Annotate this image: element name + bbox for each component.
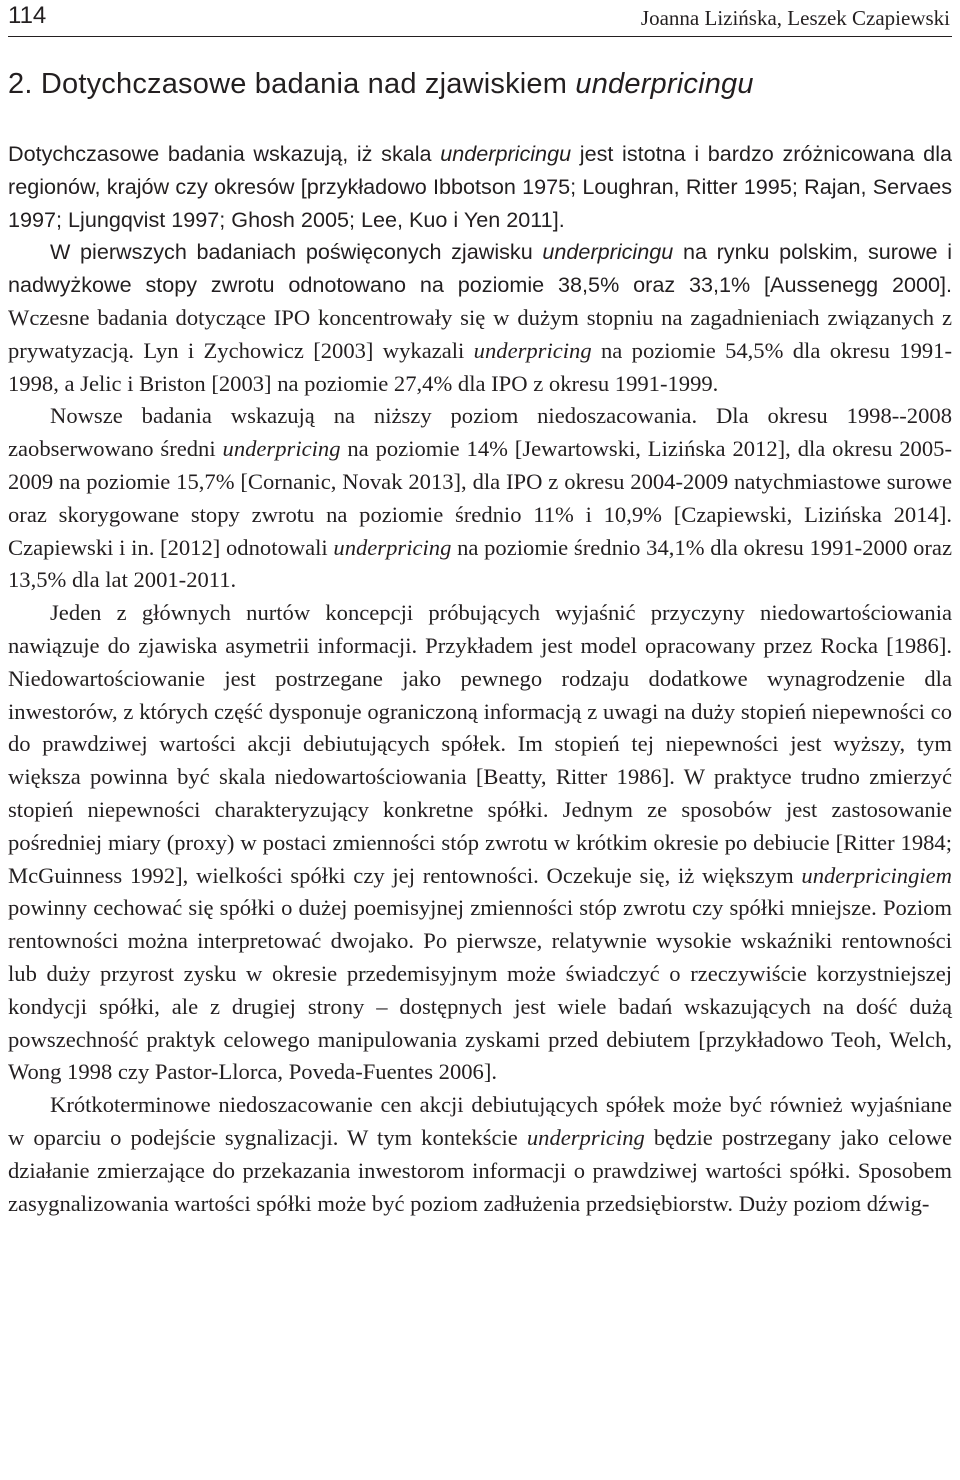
p4-italic-term: underpricingiem — [801, 862, 952, 888]
p2-text-c: na rynku polskim, surowe i nadwyżkowe stopy zwrotu odnotowano na poziomie 38,5% oraz 33,1% [Aussenegg 2000]. — [8, 239, 953, 298]
section-title-text: Dotychczasowe badania nad zjawiskiem — [40, 68, 568, 100]
running-header — [8, 0, 952, 37]
p3-text-e: na poziomie średnio 34,1% dla okresu 1991-2000 oraz 13,5% dla lat 2001-2011. — [8, 534, 952, 593]
p1-text-c: jest istotna i bardzo zróżnicowana dla regionów, krajów czy okresów [przykładowo Ibbotson 1975; Loughran, Ritter 1995; Rajan, Servaes 1997; Ljungqvist 1997; Ghosh 2005; Lee, Kuo i Yen 2011]. — [8, 141, 952, 232]
p3-italic-term-2: underpricing — [333, 534, 452, 560]
p2-text-f: na poziomie 54,5% dla okresu 1991-1998, a Jelic i Briston [2003] na poziomie 27,4% dla IPO z okresu 1991-1999. — [8, 337, 952, 396]
p3-text-a: Nowsze badania wskazują na niższy poziom niedoszacowania. Dla okresu 1998--2008 zaobserwowano średni — [8, 403, 952, 462]
p4-text-a: Jeden z głównych nurtów koncepcji próbujących wyjaśnić przyczyny niedowartościowania nawiązuje do zjawiska asymetrii informacji. Przykładem jest model opracowany przez Rocka [1986]. Niedowartościowanie jest postrzegane jako pewnego rodzaju dodatkowe wynagrodzenie dla inwestorów, z których część dysponuje ograniczoną informacją z uwagi na duży stopień niepewności co do prawdziwej wartości akcji debiutujących spółek. Im stopień tej niepewności jest wyższy, tym większa powinna być skala niedowartościowania [Beatty, Ritter 1986]. W praktyce trudno zmierzyć stopień niepewności charakteryzujący konkretne spółki. Jednym ze sposobów jest zastosowanie pośredniej miary (proxy) w postaci zmienności stóp zwrotu w krótkim okresie po debiucie [Ritter 1984; McGuinness 1992], wielkości spółki czy jej rentowności. Oczekuje się, iż większym — [8, 600, 952, 888]
p2-italic-term: underpricingu — [542, 239, 674, 265]
paragraph-1 — [8, 138, 952, 236]
p1-text-a: Dotychczasowe badania wskazują, iż skala — [8, 141, 432, 166]
p2-italic-term-2: underpricing — [473, 337, 592, 363]
p5-text-a: Krótkoterminowe niedoszacowanie cen akcji debiutujących spółek może być również wyjaśniane w oparciu o podejście sygnalizacji. W tym kontekście — [8, 1092, 952, 1150]
running-head-authors: Joanna Lizińska, Leszek Czapiewski — [640, 6, 950, 30]
paragraph-4 — [8, 597, 952, 1089]
paragraph-2 — [8, 236, 952, 400]
body-text — [8, 138, 952, 1220]
p2-text-d: Wczesne badania dotyczące IPO koncentrowały się w dużym stopniu na zagadnieniach związanych z prywatyzacją. Lyn i Zychowicz [2003] wykazali — [8, 304, 952, 363]
p3-text-c: na poziomie 14% [Jewartowski, Lizińska 2012], dla okresu 2005-2009 na poziomie 15,7% [Cornanic, Novak 2013], dla IPO z okresu 2004-2009 natychmiastowe surowe oraz skorygowane stopy zwrotu na poziomie średnio 11% i 10,9% [Czapiewski, Lizińska 2014]. Czapiewski i in. [2012] odnotowali — [8, 436, 952, 560]
p4-text-c: powinny cechować się spółki o dużej poemisyjnej zmienności stóp zwrotu czy spółki mniejsze. Poziom rentowności można interpretować dwojako. Po pierwsze, relatywnie wysokie wskaźniki rentowności lub duży przyrost zysku w okresie przedemisyjnym może świadczyć o rzeczywiście korzystniejszej kondycji spółki, ale z drugiej strony – dostępnych jest wiele badań wskazujących na dość dużą powszechność praktyk celowego manipulowania zyskami przed debiutem [przykładowo Teoh, Welch, Wong 1998 czy Pastor-Llorca, Poveda-Fuentes 2006]. — [8, 895, 952, 1085]
p5-italic-term: underpricing — [526, 1124, 645, 1150]
p3-italic-term: underpricing — [222, 436, 341, 462]
paragraph-3 — [8, 400, 952, 597]
paragraph-5 — [8, 1089, 952, 1220]
p2-text-a: W pierwszych badaniach poświęconych zjawisku — [50, 239, 533, 265]
page-number: 114 — [8, 2, 47, 29]
section-title-italic: underpricingu — [575, 68, 754, 100]
section-number: 2. — [8, 68, 33, 100]
section-heading — [8, 68, 948, 101]
p1-italic-term: underpricingu — [440, 141, 572, 166]
p5-text-c: będzie postrzegany jako celowe działanie zmierzające do przekazania inwestorom informacji o prawdziwej wartości spółki. Sposobem zasygnalizowania wartości spółki może być poziom zadłużenia przedsiębiorstw. Duży poziom dźwig- — [8, 1124, 952, 1216]
